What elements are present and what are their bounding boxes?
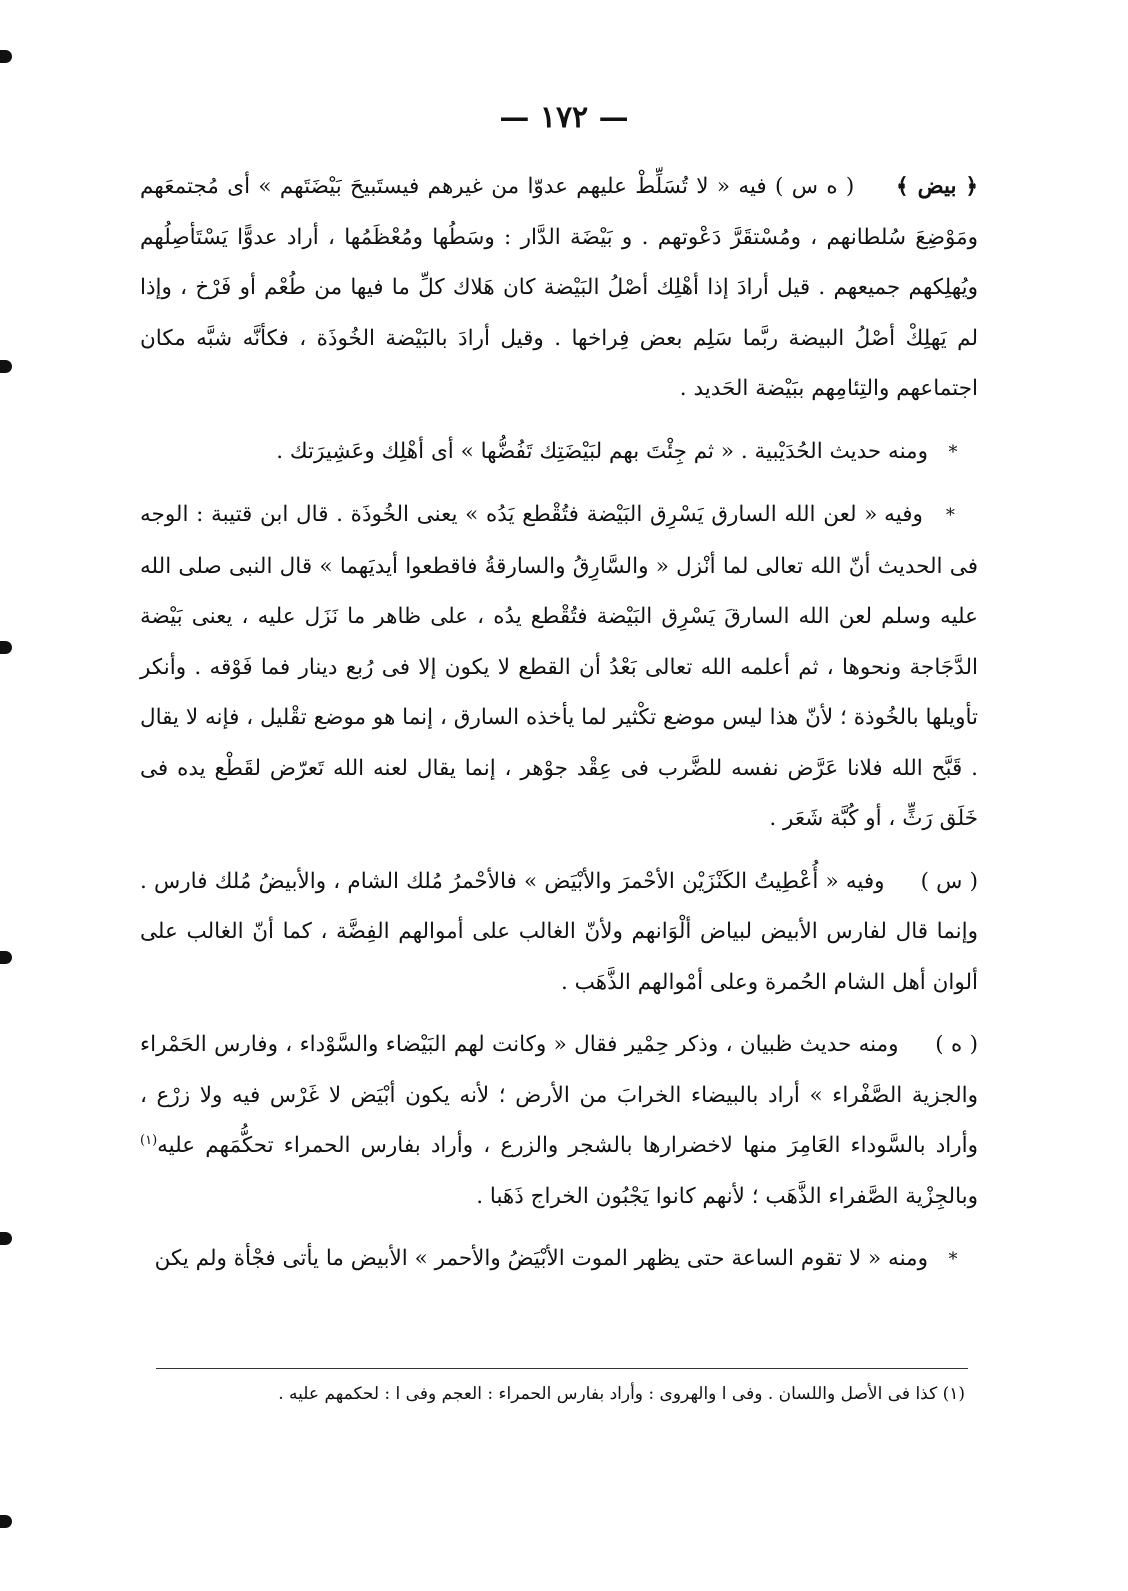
footnote-reference[interactable]: (١) xyxy=(140,1132,158,1148)
entry-headword: ﴿ بيض ﴾ xyxy=(896,174,979,199)
paragraph-text: ومنه « لا تقوم الساعة حتى يظهر الموت الأبْيَضُ والأحمر » الأبيض ما يأتى فجْأة ولم يكن xyxy=(154,1246,928,1271)
binding-mark xyxy=(0,1515,12,1528)
binding-mark xyxy=(0,641,12,654)
entry-paragraph xyxy=(140,1234,978,1286)
paragraph-text: فيه « لا تُسَلِّطْ عليهم عدوّا من غيرهم فيستَبيحَ بَيْضَتَهم » أى مُجتمعَهم ومَوْضِعَ سُلطانهم ، ومُسْتقَرَّ دَعْوتهم . و بَيْضَة الدَّار : وسَطُها ومُعْظَمُها ، أراد عدوًّا يَسْتَأصِلُهم ويُهلِكهم جميعهم . قيل أرادَ إذا أهْلِك أصْلُ البَيْضة كان هَلاك كلِّ ما فيها من طُعْم أو فَرْخ ، وإذا لم يَهلِكْ أصْلُ البيضة ربَّما سَلِم بعض فِراخها . وقيل أرادَ بالبَيْضة الخُوذَة ، فكأنَّه شبَّه مكان اجتماعهم والتِئامِهم ببَيْضة الحَديد . xyxy=(140,174,978,401)
page-number: — ١٧٢ — xyxy=(499,100,629,135)
star-marker: * xyxy=(948,1249,958,1270)
entry-paragraph xyxy=(140,427,978,479)
star-marker: * xyxy=(945,505,955,526)
source-marker: ( ه ) xyxy=(935,1032,979,1057)
body-text xyxy=(140,162,978,1286)
binding-mark xyxy=(0,951,12,964)
paragraph-text: وفيه « لعن الله السارق يَسْرِق البَيْضة فتُقْطع يَدُه » يعنى الخُوذَة . قال ابن قتيبة : الوجه فى الحديث أنّ الله تعالى لما أنْزل « والسَّارِقُ والسارقةُ فاقطعوا أيديَهما » قال النبى صلى الله عليه وسلم لعن الله السارقَ يَسْرِق البَيْضة فتُقْطع يدُه ، على ظاهر ما نَزَل عليه ، يعنى بَيْضة الدَّجَاجة ونحوها ، ثم أعلمه الله تعالى بَعْدُ أن القطع لا يكون إلا فى رُبع دينار فما فَوْقه . وأنكر تأويلها بالخُوذة ؛ لأنّ هذا ليس موضع تكْثير لما يأخذه السارق ، إنما هو موضع تقْليل ، فإنه لا يقال . قَبَّح الله فلانا عَرَّض نفسه للضَّرب فى عِقْد جوْهر ، إنما يقال لعنه الله تَعرّض لقَطْع يده فى خَلَق رَثٍّ ، أو كُبَّة شَعَر . xyxy=(140,502,978,831)
paragraph-text: ومنه حديث ظبيان ، وذكر حِمْير فقال « وكانت لهم البَيْضاء والسَّوْداء ، وفارس الحَمْراء والجزية الصَّفْراء » أراد بالبيضاء الخرابَ من الأرض ؛ لأنه يكون أبْيَض لا غَرْس فيه ولا زرْع ، وأراد بالسَّوداء العَامِرَ منها لاخضرارها بالشجر والزرع ، وأراد بفارس الحمراء تحكُّمَهم عليه xyxy=(140,1032,978,1158)
source-marker: ( ه س ) xyxy=(775,174,855,199)
entry-paragraph xyxy=(140,1020,978,1222)
binding-mark xyxy=(0,1232,12,1245)
source-marker: ( س ) xyxy=(920,868,978,894)
paragraph-text: وبالجِزْية الصَّفراء الذَّهَب ؛ لأنهم كانوا يَجْبُون الخراج ذَهَبا . xyxy=(476,1183,978,1209)
entry-paragraph xyxy=(140,857,978,1009)
footnote: (١) كذا فى الأصل واللسان . وفى ا والهروى : وأراد بفارس الحمراء : العجم وفى ا : لحكمهم عليه . xyxy=(278,1384,965,1404)
entry-paragraph xyxy=(140,490,978,845)
entry-paragraph xyxy=(140,162,978,415)
paragraph-text: وفيه « أُعْطِيتُ الكَنْزَيْن الأحْمرَ والأبْيَض » فالأحْمرُ مُلك الشام ، والأبيضُ مُلك فارس . وإنما قال لفارس الأبيض لبياض ألْوَانهم ولأنّ الغالب على أموالهم الفِضَّة ، كما أنّ الغالب على ألوان أهل الشام الحُمرة وعلى أمْوالهم الذَّهَب . xyxy=(140,868,978,995)
binding-mark xyxy=(0,360,12,373)
binding-mark xyxy=(0,50,12,63)
footnote-divider xyxy=(156,1368,968,1369)
paragraph-text: ومنه حديث الحُدَيْبية . « ثم جِئْتَ بهم لبَيْضَتِك تَفُضُّها » أى أهْلِك وعَشِيرَتك . xyxy=(276,438,928,464)
star-marker: * xyxy=(948,441,958,463)
